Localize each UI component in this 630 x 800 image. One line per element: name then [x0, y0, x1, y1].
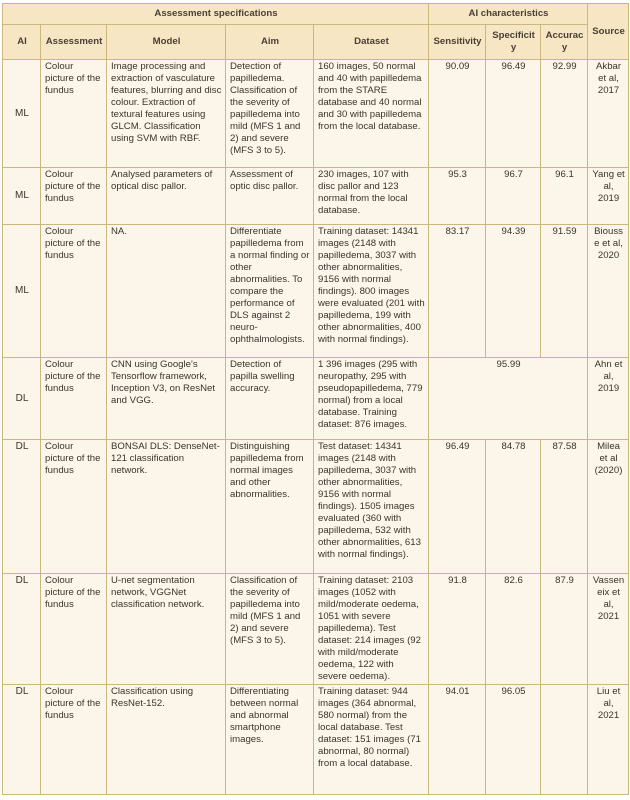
table-row — [3, 358, 629, 440]
ai-type-cell: DL — [3, 685, 41, 795]
specificity-cell: 96.05 — [486, 685, 541, 795]
model-cell: Image processing and extraction of vasculature features, blurring and disc colour. Extraction of textural features using GLCM. Classification using SVM with RBF. — [107, 60, 226, 168]
source-cell: Yang et al, 2019 — [588, 168, 629, 225]
sensitivity-column-header: Sensitivity — [429, 25, 486, 60]
dataset-cell: Training dataset: 2103 images (1052 with mild/moderate oedema, 1051 with severe papilledema). Test dataset: 214 images (92 with mild/moderate oedema, 122 with severe oedema). — [314, 574, 429, 685]
accuracy-column-header: Accuracy — [541, 25, 588, 60]
ai-characteristics-header: AI characteristics — [429, 4, 588, 25]
table-row — [3, 440, 629, 574]
aim-cell: Detection of papilla swelling accuracy. — [226, 358, 314, 440]
combined-performance-cell: 95.99 — [429, 358, 588, 440]
accuracy-cell — [541, 685, 588, 795]
aim-cell: Detection of papilledema. Classification of the severity of papilledema into mild (MFS 1 and 2) and severe (MFS 3 to 5). — [226, 60, 314, 168]
ai-type-cell: ML — [3, 60, 41, 168]
dataset-cell: Test dataset: 14341 images (2148 with papilledema, 3037 with other abnormalities, 9156 with normal findings). 1505 images evaluated (360 with papilledema, 532 with other abnormalities, 613 with normal findings). — [314, 440, 429, 574]
specificity-column-header: Specificity — [486, 25, 541, 60]
sensitivity-cell: 90.09 — [429, 60, 486, 168]
aim-cell: Distinguishing papilledema from normal images and other abnormalities. — [226, 440, 314, 574]
dataset-cell: 160 images, 50 normal and 40 with papilledema from the STARE database and 40 normal and 30 with papilledema from the local database. — [314, 60, 429, 168]
dataset-cell: 230 images, 107 with disc pallor and 123 normal from the local database. — [314, 168, 429, 225]
assessment-cell: Colour picture of the fundus — [41, 440, 107, 574]
model-cell: U-net segmentation network, VGGNet classification network. — [107, 574, 226, 685]
source-cell: Biousse et al, 2020 — [588, 225, 629, 358]
table-row — [3, 574, 629, 685]
table-row — [3, 60, 629, 168]
source-cell: Milea et al (2020) — [588, 440, 629, 574]
model-cell: Analysed parameters of optical disc pallor. — [107, 168, 226, 225]
model-cell: BONSAI DLS: DenseNet-121 classification network. — [107, 440, 226, 574]
aim-cell: Differentiating between normal and abnormal smartphone images. — [226, 685, 314, 795]
dataset-cell: 1 396 images (295 with neuropathy, 295 with pseudopapilledema, 779 normal) from a local database. Training dataset: 876 images. — [314, 358, 429, 440]
assessment-cell: Colour picture of the fundus — [41, 60, 107, 168]
dataset-cell: Training dataset: 14341 images (2148 with papilledema, 3037 with other abnormalities, 9156 with normal findings). 800 images were evaluated (201 with papilledema, 199 with other abnormalities, 400 with normal findings). — [314, 225, 429, 358]
accuracy-cell: 87.58 — [541, 440, 588, 574]
assessment-cell: Colour picture of the fundus — [41, 225, 107, 358]
aim-column-header: Aim — [226, 25, 314, 60]
specificity-cell: 82.6 — [486, 574, 541, 685]
assessment-cell: Colour picture of the fundus — [41, 574, 107, 685]
assessment-specifications-header: Assessment specifications — [3, 4, 429, 25]
table-row — [3, 168, 629, 225]
assessment-cell: Colour picture of the fundus — [41, 358, 107, 440]
source-header: Source — [588, 4, 629, 60]
dataset-column-header: Dataset — [314, 25, 429, 60]
source-cell: Ahn et al, 2019 — [588, 358, 629, 440]
source-cell: Vasseneix et al, 2021 — [588, 574, 629, 685]
aim-cell: Differentiate papilledema from a normal finding or other abnormalities. To compare the performance of DLS against 2 neuro-ophthalmologists. — [226, 225, 314, 358]
model-cell: NA. — [107, 225, 226, 358]
sensitivity-cell: 83.17 — [429, 225, 486, 358]
ai-column-header: AI — [3, 25, 41, 60]
specificity-cell: 96.49 — [486, 60, 541, 168]
sensitivity-cell: 91.8 — [429, 574, 486, 685]
model-column-header: Model — [107, 25, 226, 60]
accuracy-cell: 91.59 — [541, 225, 588, 358]
specificity-cell: 84.78 — [486, 440, 541, 574]
source-cell: Liu et al, 2021 — [588, 685, 629, 795]
assessment-table — [2, 3, 629, 795]
specificity-cell: 96.7 — [486, 168, 541, 225]
sensitivity-cell: 94.01 — [429, 685, 486, 795]
assessment-cell: Colour picture of the fundus — [41, 685, 107, 795]
sensitivity-cell: 95.3 — [429, 168, 486, 225]
dataset-cell: Training dataset: 944 images (364 abnormal, 580 normal) from the local database. Test dataset: 151 images (71 abnormal, 80 normal) from a local database. — [314, 685, 429, 795]
source-cell: Akbar et al, 2017 — [588, 60, 629, 168]
model-cell: Classification using ResNet-152. — [107, 685, 226, 795]
assessment-column-header: Assessment — [41, 25, 107, 60]
model-cell: CNN using Google's Tensorflow framework, Inception V3, on ResNet and VGG. — [107, 358, 226, 440]
accuracy-cell: 92.99 — [541, 60, 588, 168]
accuracy-cell: 96.1 — [541, 168, 588, 225]
assessment-cell: Colour picture of the fundus — [41, 168, 107, 225]
table-row — [3, 225, 629, 358]
ai-type-cell: DL — [3, 358, 41, 440]
aim-cell: Classification of the severity of papilledema into mild (MFS 1 and 2) and severe (MFS 3 to 5). — [226, 574, 314, 685]
aim-cell: Assessment of optic disc pallor. — [226, 168, 314, 225]
sensitivity-cell: 96.49 — [429, 440, 486, 574]
ai-type-cell: ML — [3, 225, 41, 358]
ai-type-cell: ML — [3, 168, 41, 225]
ai-type-cell: DL — [3, 574, 41, 685]
table-row — [3, 685, 629, 795]
accuracy-cell: 87.9 — [541, 574, 588, 685]
ai-type-cell: DL — [3, 440, 41, 574]
specificity-cell: 94.39 — [486, 225, 541, 358]
